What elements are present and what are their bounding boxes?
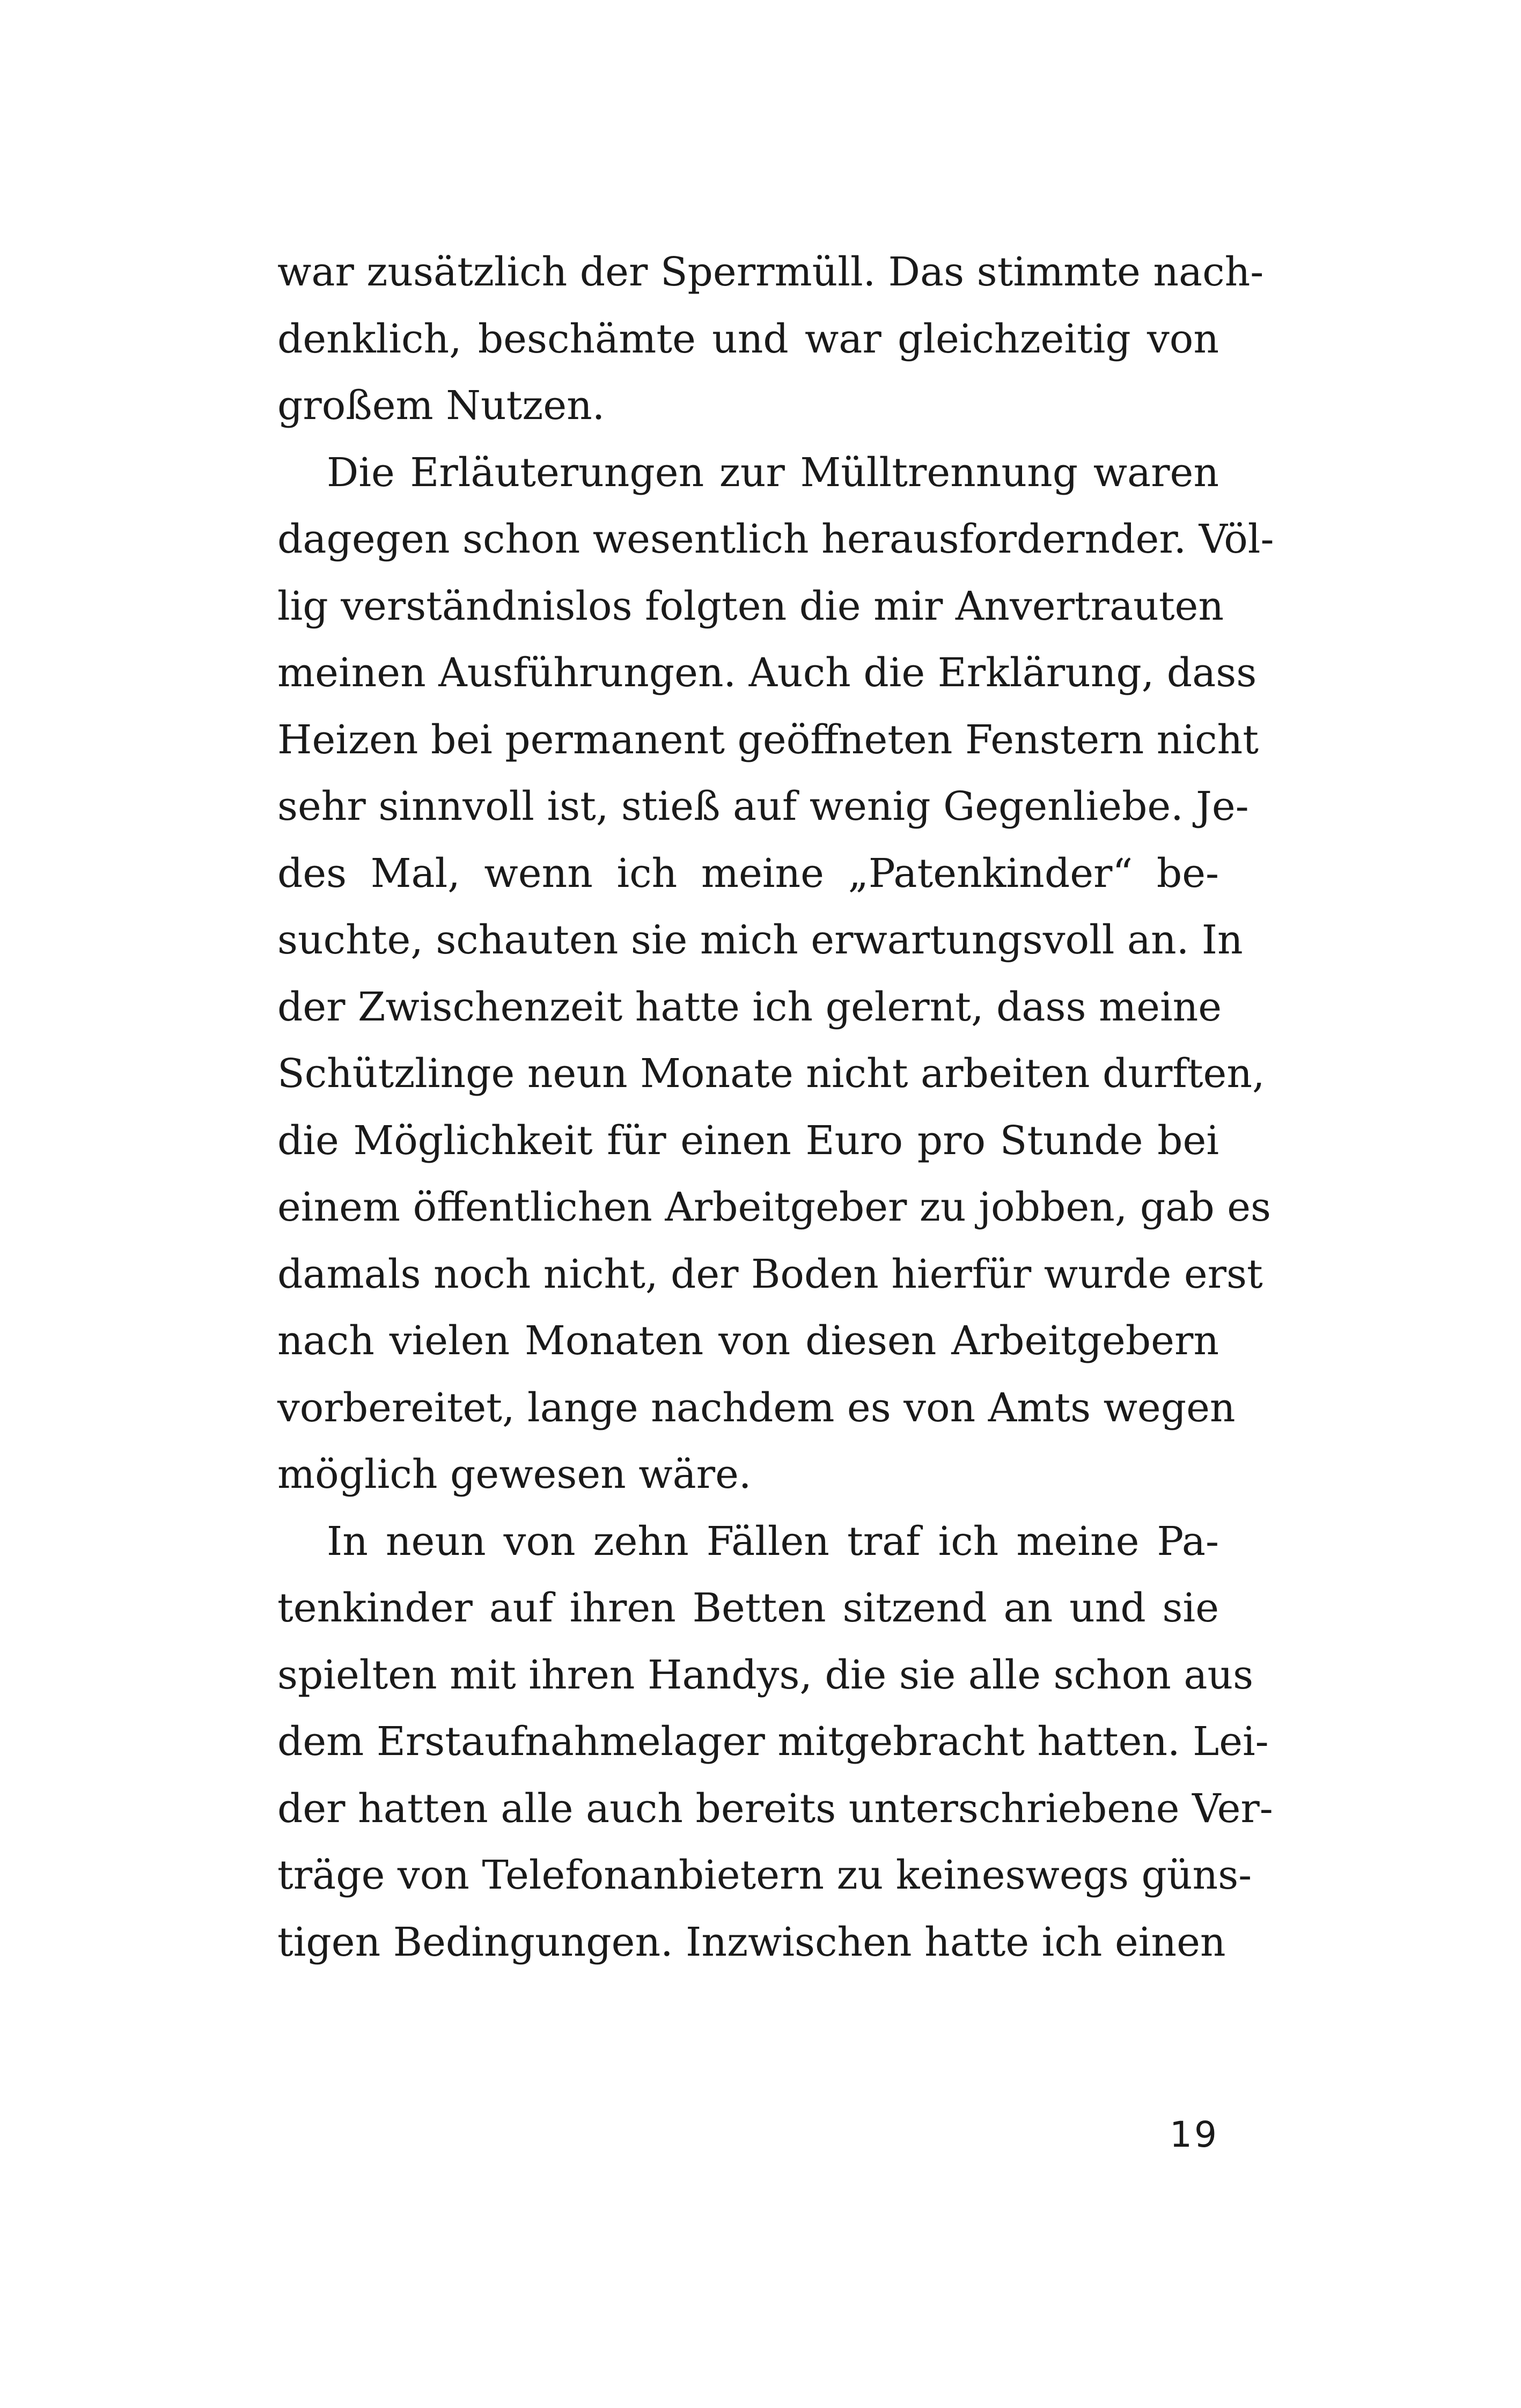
text-line: des Mal, wenn ich meine „Patenkinder“ be- (277, 850, 1219, 897)
text-line: der hatten alle auch bereits unterschriebene Ver- (277, 1785, 1273, 1832)
text-line: damals noch nicht, der Boden hierfür wurde erst (277, 1251, 1263, 1297)
text-line: suchte, schauten sie mich erwartungsvoll an. In (277, 917, 1243, 963)
text-line: meinen Ausführungen. Auch die Erklärung, dass (277, 650, 1257, 696)
text-line: einem öffentlichen Arbeitgeber zu jobben, gab es (277, 1184, 1271, 1230)
text-line: dem Erstaufnahmelager mitgebracht hatten. Lei- (277, 1719, 1269, 1765)
text-line: möglich gewesen wäre. (277, 1451, 752, 1497)
text-line: lig verständnislos folgten die mir Anvertrauten (277, 583, 1224, 629)
body-text (277, 239, 1274, 1976)
paragraph-3 (277, 1508, 1273, 1976)
text-line: spielten mit ihren Handys, die sie alle schon aus (277, 1651, 1254, 1698)
text-line: die Möglichkeit für einen Euro pro Stunde bei (277, 1117, 1219, 1164)
text-line: tigen Bedingungen. Inzwischen hatte ich einen (277, 1919, 1226, 1965)
text-line: nach vielen Monaten von diesen Arbeitgebern (277, 1318, 1219, 1364)
text-line: sehr sinnvoll ist, stieß auf wenig Gegenliebe. Je- (277, 783, 1249, 829)
text-line: großem Nutzen. (277, 383, 605, 429)
text-line: In neun von zehn Fällen traf ich meine Pa- (327, 1518, 1219, 1565)
text-line: dagegen schon wesentlich herausfordernder. Völ- (277, 516, 1274, 562)
text-line: der Zwischenzeit hatte ich gelernt, dass meine (277, 983, 1222, 1030)
text-line: Heizen bei permanent geöffneten Fenstern nicht (277, 716, 1259, 763)
text-line: denklich, beschämte und war gleichzeitig von (277, 315, 1219, 362)
page-number: 19 (1170, 2114, 1219, 2155)
paragraph-1 (277, 239, 1264, 439)
text-line: Schützlinge neun Monate nicht arbeiten durften, (277, 1051, 1265, 1097)
text-line: träge von Telefonanbietern zu keineswegs güns- (277, 1852, 1252, 1898)
paragraph-2 (277, 439, 1274, 1508)
text-line: vorbereitet, lange nachdem es von Amts wegen (277, 1384, 1236, 1431)
text-line: tenkinder auf ihren Betten sitzend an und sie (277, 1585, 1219, 1631)
text-line: Die Erläuterungen zur Mülltrennung waren (327, 449, 1219, 496)
text-line: war zusätzlich der Sperrmüll. Das stimmte nach- (277, 249, 1264, 295)
